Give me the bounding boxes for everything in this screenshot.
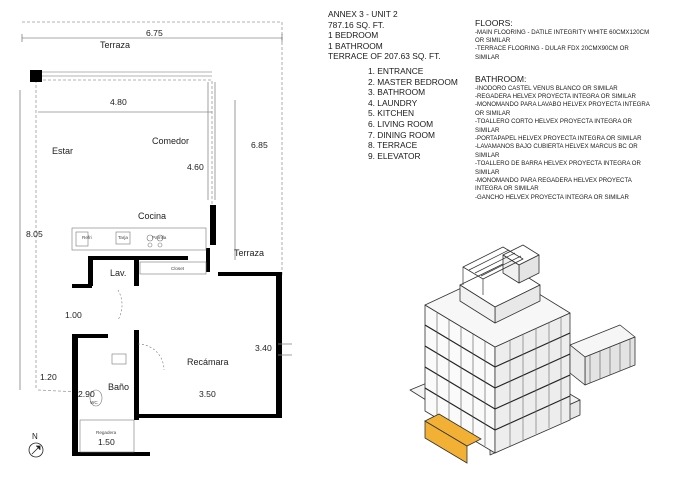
spec-line: SIMILAR: [475, 168, 500, 176]
spec-line: -TOALLERO DE BARRA HELVEX PROYECTA INTEGRA OR: [475, 160, 641, 168]
spec-line: -LAVAMANOS BAJO CUBIERTA HELVEX MARCUS BC OR: [475, 143, 638, 151]
dim-entry: 1.20: [40, 372, 57, 382]
spec-line: SIMILAR: [475, 53, 500, 61]
unit-area: 787.16 SQ. FT.: [328, 19, 385, 30]
spec-line: OR SIMILAR: [475, 36, 511, 44]
wall-bath-top: [72, 334, 108, 338]
spec-line: -INODORO CASTEL VENUS BLANCO OR SIMILAR: [475, 84, 618, 92]
floors-spec: [475, 18, 649, 62]
wall-lav-left: [88, 256, 93, 286]
legend-item: 2. MASTER BEDROOM: [368, 76, 458, 87]
label-estar: Estar: [52, 146, 74, 156]
room-legend: [368, 66, 458, 161]
label-refri: Refri: [82, 235, 92, 240]
dim-living-width: 4.80: [110, 97, 127, 107]
spec-line: SIMILAR: [475, 151, 500, 159]
wall-right-living: [210, 205, 216, 245]
legend-item: 9. ELEVATOR: [368, 150, 421, 161]
dim-right-height: 6.85: [251, 140, 268, 150]
label-comedor: Comedor: [152, 136, 190, 146]
shower: [80, 420, 134, 452]
spec-line: INTEGRA OR SIMILAR: [475, 185, 539, 193]
unit-title: ANNEX 3 - UNIT 2: [328, 9, 398, 19]
spec-line: -PORTAPAPEL HELVEX PROYECTA INTEGRA OR SIMILAR: [475, 134, 642, 142]
floor-plan: [0, 0, 300, 480]
label-terraza-right: Terraza: [234, 248, 265, 258]
label-cocina: Cocina: [138, 211, 167, 221]
bathroom-spec: [475, 74, 650, 202]
unit-info: [328, 9, 441, 62]
dim-bedroom-width: 3.50: [199, 389, 216, 399]
north-label: N: [32, 432, 38, 441]
spec-line: -MONOMANDO PARA LAVABO HELVEX PROYECTA INTEGRA: [475, 101, 650, 109]
label-wc: WC: [90, 400, 98, 405]
spec-line: -GANCHO HELVEX PROYECTA INTEGRA OR SIMILAR: [475, 193, 629, 201]
dim-corridor: 1.00: [65, 310, 82, 320]
label-bano: Baño: [108, 382, 130, 392]
wall-bath-right: [134, 330, 139, 420]
dim-bath-width: 1.50: [98, 437, 115, 447]
label-parrilla: Parrilla: [152, 235, 167, 240]
dim-living-depth: 4.60: [187, 162, 204, 172]
unit-bedrooms: 1 BEDROOM: [328, 30, 379, 41]
unit-bathrooms: 1 BATHROOM: [328, 40, 383, 51]
dim-bedroom-depth: 3.40: [255, 343, 272, 353]
wall-kitchen-right: [206, 248, 210, 272]
label-terraza-top: Terraza: [100, 40, 131, 50]
label-tarja: Tarja: [118, 235, 128, 240]
label-closet: Closet: [171, 266, 185, 271]
wall-lav-right: [134, 256, 139, 286]
legend-item: 4. LAUNDRY: [368, 97, 418, 108]
isometric-building: [405, 225, 690, 480]
dim-left-height: 8.05: [26, 229, 43, 239]
north-arrow-icon: [29, 443, 43, 457]
label-lav: Lav.: [110, 268, 127, 278]
spec-line: -TERRACE FLOORING - DULAR FDX 20CMX90CM OR: [475, 45, 629, 53]
wall-bath-bottom: [72, 452, 150, 456]
label-regadera: Regadera: [96, 430, 117, 435]
legend-item: 7. DINING ROOM: [368, 129, 436, 140]
spec-line: -MONOMANDO PARA REGADERA HELVEX PROYECTA: [475, 176, 632, 184]
legend-item: 5. KITCHEN: [368, 108, 415, 119]
wall-bedroom-top: [218, 272, 282, 276]
legend-item: 8. TERRACE: [368, 140, 418, 151]
unit-terrace: TERRACE OF 207.63 SQ. FT.: [328, 51, 441, 62]
legend-item: 1. ENTRANCE: [368, 66, 424, 76]
spec-line: -MAIN FLOORING - DATILE INTEGRITY WHITE 60CMX120CM: [475, 28, 650, 36]
spec-line: OR SIMILAR: [475, 109, 511, 117]
label-recamara: Recámara: [187, 357, 229, 367]
wall-bedroom-bottom: [138, 414, 282, 418]
spec-line: -TOALLERO CORTO HELVEX PROYECTA INTEGRA OR: [475, 118, 632, 126]
wall-lav-bottom: [72, 284, 92, 288]
spec-line: SIMILAR: [475, 126, 500, 134]
legend-item: 3. BATHROOM: [368, 87, 426, 98]
floors-heading: FLOORS:: [475, 18, 513, 28]
wall-nw-column: [30, 70, 42, 82]
bathroom-heading: BATHROOM:: [475, 74, 527, 84]
sink-bath: [112, 354, 126, 364]
legend-item: 6. LIVING ROOM: [368, 118, 434, 129]
dim-bath-height: 2.90: [78, 389, 95, 399]
dim-top-width: 6.75: [146, 28, 163, 38]
spec-line: -REGADERA HELVEX PROYECTA INTEGRA OR SIMILAR: [475, 92, 636, 100]
kitchen-counter: [72, 228, 206, 250]
wall-bedroom-right: [276, 276, 282, 416]
